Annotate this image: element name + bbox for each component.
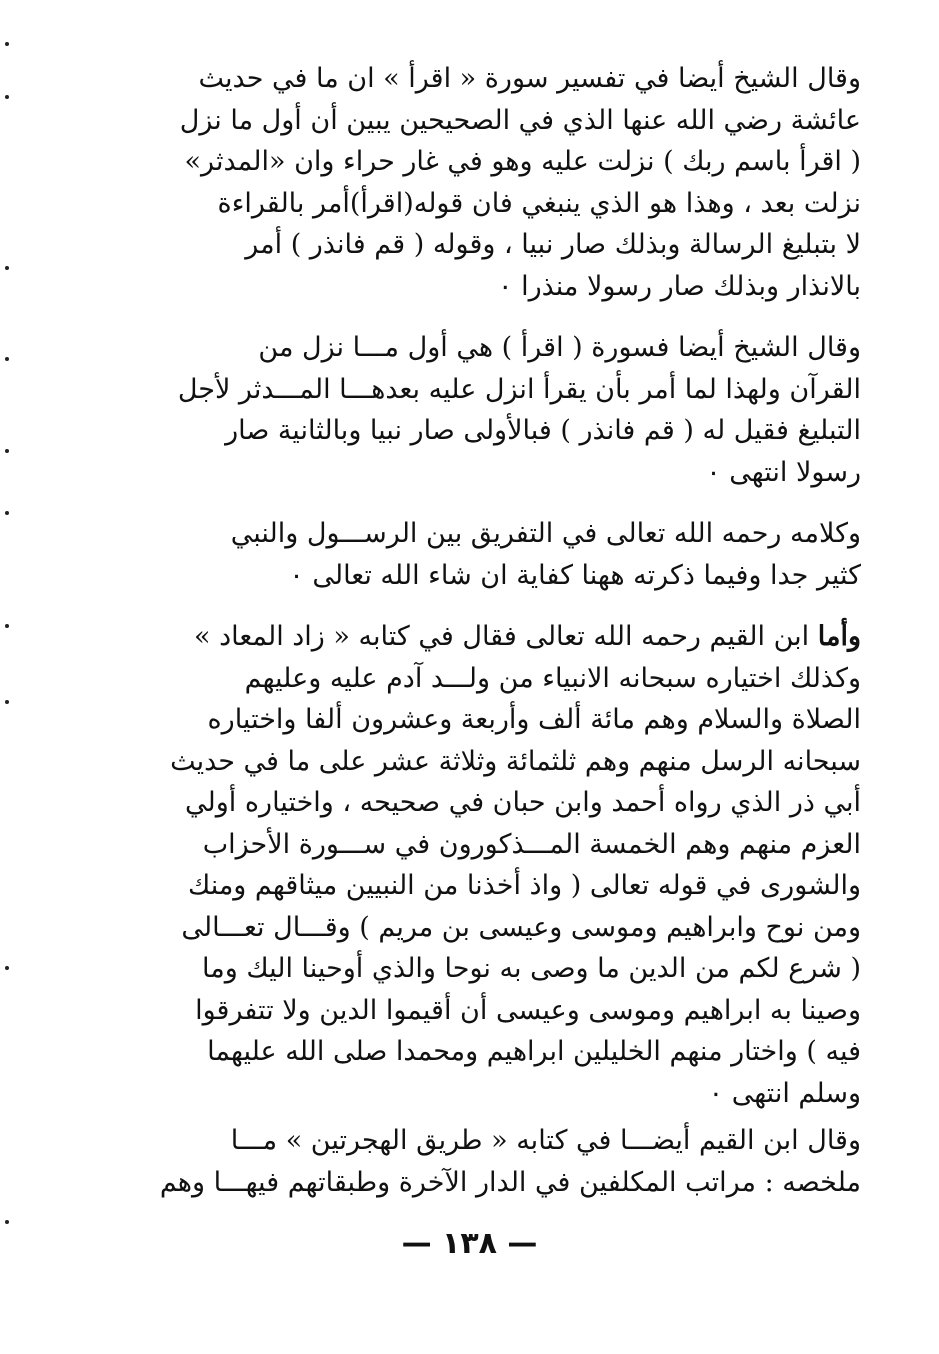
text-line: نزلت بعد ، وهذا هو الذي ينبغي فان قوله(اقرأ)أمر بالقراءة xyxy=(217,187,861,219)
text-line: وقال الشيخ أيضا في تفسير سورة « اقرأ » ان ما في حديث xyxy=(198,63,861,94)
text-line: وقال ابن القيم أيضـــا في كتابه « طريق الهجرتين » مـــا xyxy=(230,1125,861,1156)
margin-mark xyxy=(5,266,9,270)
text-segment: ابن القيم رحمه الله تعالى فقال في كتابه « زاد المعاد » xyxy=(193,621,818,652)
text-line: وسلم انتهى ٠ xyxy=(708,1077,861,1109)
text-line: رسولا انتهى ٠ xyxy=(706,456,861,488)
page-body xyxy=(106,58,861,1203)
text-line: عائشة رضي الله عنها الذي في الصحيحين يبين أن أول ما نزل xyxy=(179,104,861,136)
paragraph-2 xyxy=(106,327,861,493)
margin-mark xyxy=(5,700,9,704)
paragraph-1 xyxy=(106,58,861,307)
text-line: والشورى في قوله تعالى ( واذ أخذنا من النبيين ميثاقهم ومنك xyxy=(187,870,861,901)
margin-mark xyxy=(5,511,9,515)
text-line: ومن نوح وابراهيم وموسى وعيسى بن مريم ) وقـــال تعـــالى xyxy=(181,911,861,943)
paragraph-gap xyxy=(106,493,861,513)
margin-mark xyxy=(5,42,9,46)
paragraph-gap xyxy=(106,307,861,327)
text-line: كثير جدا وفيما ذكرته ههنا كفاية ان شاء الله تعالى ٠ xyxy=(289,559,861,591)
text-line: أبي ذر الذي رواه أحمد وابن حبان في صحيحه ، واختياره أولي xyxy=(185,787,861,818)
text-line: وكلامه رحمه الله تعالى في التفريق بين الرســـول والنبي xyxy=(230,518,861,549)
text-line: العزم منهم وهم الخمسة المـــذكورون في ســـورة الأحزاب xyxy=(202,828,861,860)
margin-mark xyxy=(5,357,9,361)
text-line: ملخصه : مراتب المكلفين في الدار الآخرة وطبقاتهم فيهـــا وهم xyxy=(159,1166,861,1198)
text-line: ( شرع لكم من الدين ما وصى به نوحا والذي أوحينا اليك وما xyxy=(202,953,861,984)
margin-mark xyxy=(5,449,9,453)
margin-mark xyxy=(5,966,9,970)
paragraph-5 xyxy=(106,1120,861,1203)
paragraph-gap xyxy=(106,596,861,616)
margin-mark xyxy=(5,95,9,99)
text-line: وكذلك اختياره سبحانه الانبياء من ولـــد آدم عليه وعليهم xyxy=(244,662,861,694)
lead-word: وأما xyxy=(817,621,861,652)
text-line: الصلاة والسلام وهم مائة ألف وأربعة وعشرون ألفا واختياره xyxy=(207,704,861,735)
text-line: فيه ) واختار منهم الخليلين ابراهيم ومحمدا صلى الله عليهما xyxy=(207,1036,861,1067)
page-number: — ١٣٨ — xyxy=(401,1226,538,1261)
text-line: بالانذار وبذلك صار رسولا منذرا ٠ xyxy=(497,270,861,302)
text-line: التبليغ فقيل له ( قم فانذر ) فبالأولى صار نبيا وبالثانية صار xyxy=(225,415,861,446)
text-line: وقال الشيخ أيضا فسورة ( اقرأ ) هي أول مـــا نزل من xyxy=(258,332,861,363)
text-line xyxy=(106,616,861,658)
paragraph-4 xyxy=(106,616,861,1114)
paragraph-3 xyxy=(106,513,861,596)
text-line: لا بتبليغ الرسالة وبذلك صار نبيا ، وقوله ( قم فانذر ) أمر xyxy=(245,229,861,260)
text-line: ( اقرأ باسم ربك ) نزلت عليه وهو في غار حراء وان «المدثر» xyxy=(184,146,861,177)
margin-mark xyxy=(5,624,9,628)
text-line: سبحانه الرسل منهم وهم ثلثمائة وثلاثة عشر على ما في حديث xyxy=(170,745,861,777)
text-line: القرآن ولهذا لما أمر بأن يقرأ انزل عليه بعدهـــا المـــدثر لأجل xyxy=(177,373,861,405)
margin-mark xyxy=(5,1220,9,1224)
text-line: وصينا به ابراهيم وموسى وعيسى أن أقيموا الدين ولا تتفرقوا xyxy=(195,994,861,1026)
